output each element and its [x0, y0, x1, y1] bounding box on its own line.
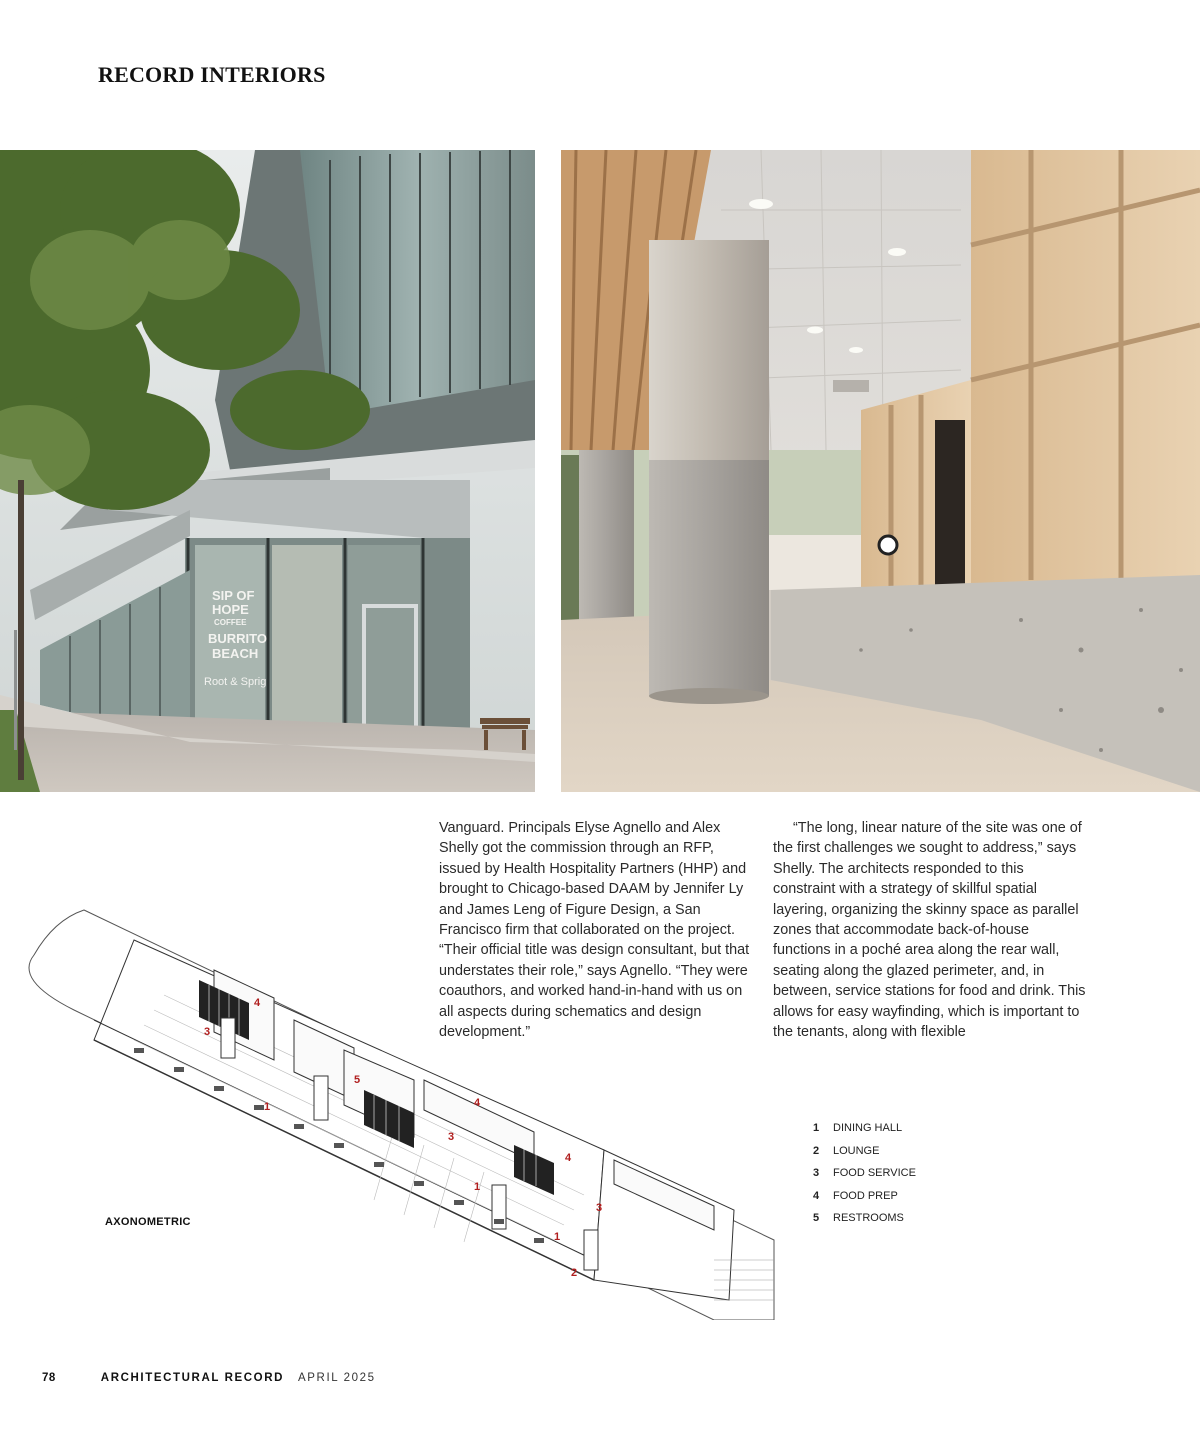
issue-date: APRIL 2025 — [298, 1372, 376, 1384]
legend-item: 4 FOOD PREP — [813, 1189, 898, 1202]
legend-item: 2 LOUNGE — [813, 1144, 880, 1157]
callout-restrooms-5: 5 — [354, 1074, 361, 1086]
signage-beach: BEACH — [212, 646, 259, 661]
figure-label: AXONOMETRIC — [105, 1216, 191, 1228]
callout-food-prep-4b: 4 — [474, 1097, 481, 1109]
legend-item: 1 DINING HALL — [813, 1122, 903, 1134]
signage-root-sprig: Root & Sprig — [204, 676, 267, 688]
magazine-name: ARCHITECTURAL RECORD — [100, 1372, 284, 1384]
figure-legend — [813, 1117, 916, 1230]
callout-dining-1a: 1 — [264, 1101, 271, 1113]
signage-sip-of: SIP OF — [212, 588, 255, 603]
interior-lobby-photo — [561, 150, 1200, 792]
callout-food-service-3b: 3 — [448, 1131, 455, 1143]
page-footer — [42, 1372, 376, 1384]
callout-food-service-3c: 3 — [596, 1202, 603, 1214]
body-text-column-b: “The long, linear nature of the site was one of the first challenges we sought to address,” says Shelly. The architects responded to this constraint with a strategy of skillful spatial layering, organizing the skinny space as parallel zones that accommodate back-of-house functions in a poché area along the rear wall, seating along the glazed perimeter, and, in between, service stations for food and drink. This allows for easy wayfinding, which is important to the tenants, along with flexible — [773, 820, 1086, 1041]
signage-coffee: COFFEE — [214, 618, 247, 627]
callout-food-prep-4c: 4 — [565, 1152, 572, 1164]
axonometric-drawing — [14, 900, 794, 1320]
body-text-column-a: Vanguard. Principals Elyse Agnello and Alex Shelly got the commission through an RFP, issued by Health Hospitality Partners (HHP) and brought to Chicago-based DAAM by Jennifer Ly and James Leng of Figure Design, a San Francisco firm that collaborated on the project. “Their official title was design consultant, but that understates their role,” says Agnello. “They were coauthors, and worked hand-in-hand with us on all aspects during schematics and design development.” — [439, 820, 750, 1041]
page-number: 78 — [42, 1372, 56, 1384]
exterior-facade-photo — [0, 150, 535, 792]
legend-item: 3 FOOD SERVICE — [813, 1167, 916, 1179]
signage-burrito: BURRITO — [208, 631, 267, 646]
callout-dining-1b: 1 — [474, 1181, 481, 1193]
callout-food-prep-4a: 4 — [254, 997, 261, 1009]
callout-dining-1c: 1 — [554, 1231, 561, 1243]
callout-lounge-2: 2 — [571, 1267, 578, 1279]
callout-food-service-3a: 3 — [204, 1026, 211, 1038]
legend-item: 5 RESTROOMS — [813, 1212, 904, 1224]
section-title: RECORD INTERIORS — [98, 62, 326, 87]
signage-hope: HOPE — [212, 602, 249, 617]
